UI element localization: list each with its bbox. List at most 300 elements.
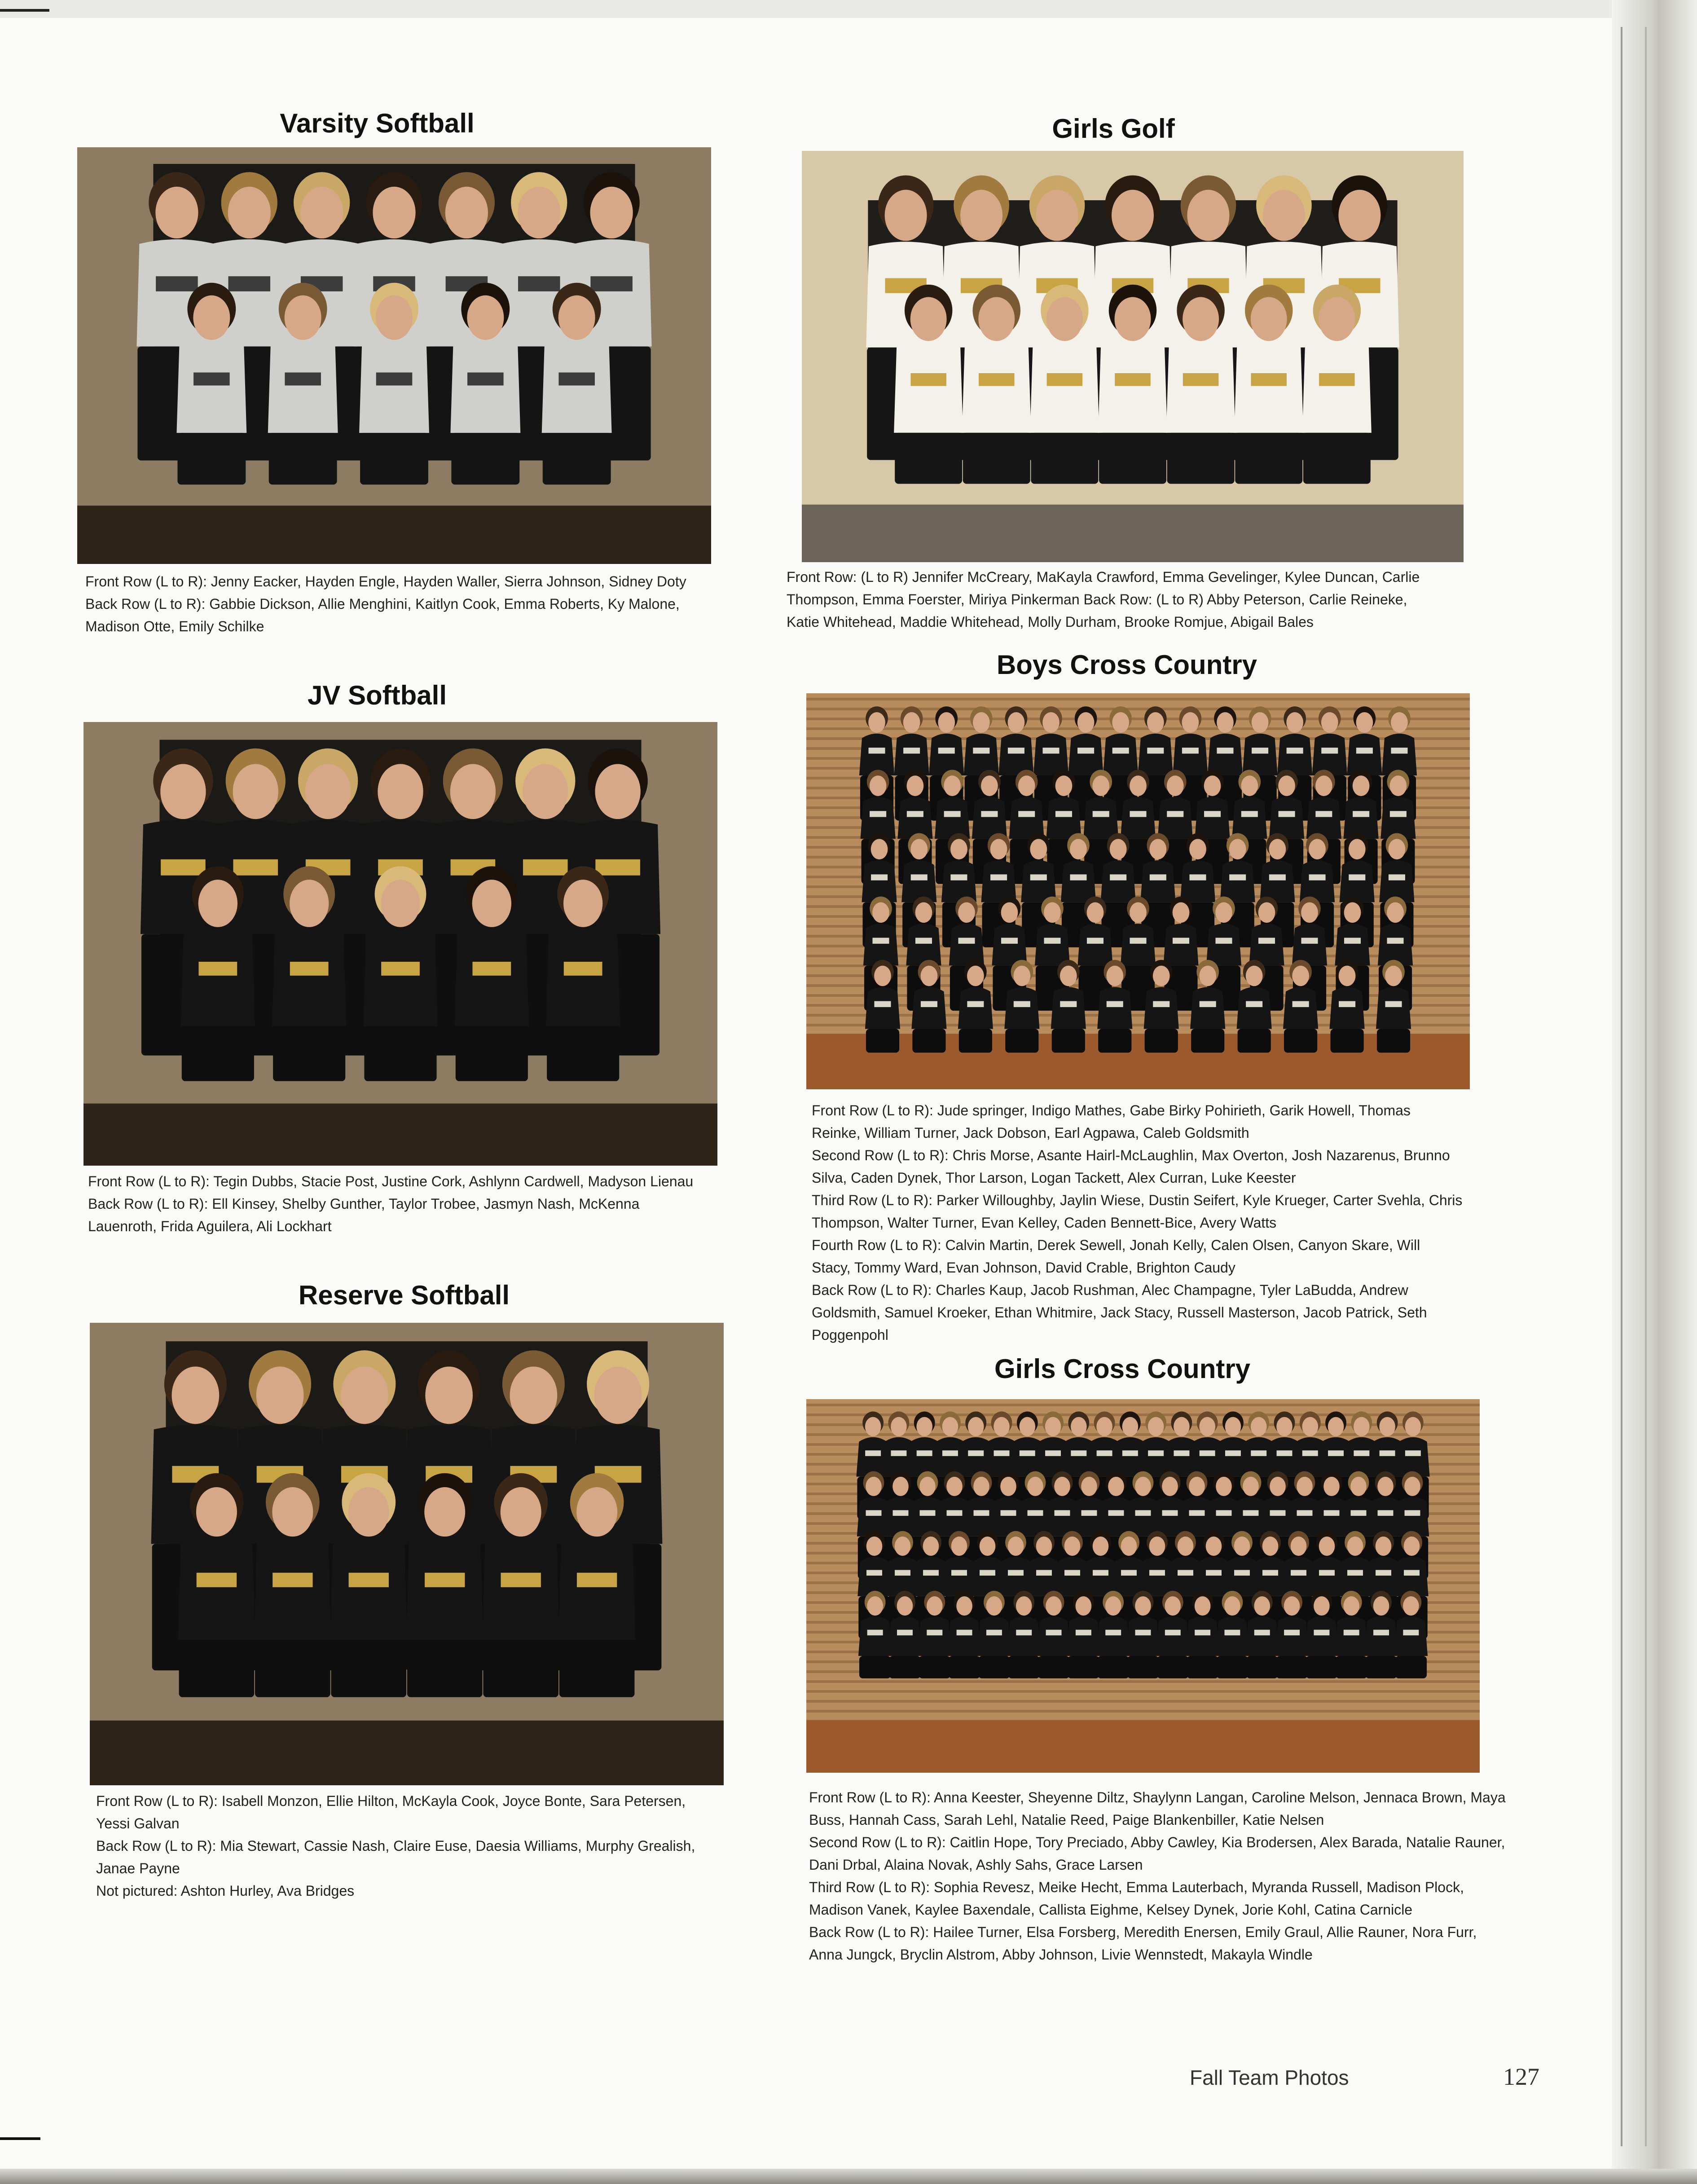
girls-cross-country-team-photo <box>806 1399 1480 1773</box>
person-face <box>1391 712 1408 733</box>
person-face <box>870 775 887 796</box>
person-legs <box>364 1026 436 1081</box>
person-jersey <box>1208 734 1243 775</box>
person-jersey <box>272 928 346 1026</box>
person-face <box>1269 839 1286 859</box>
person-jersey <box>542 341 612 433</box>
scan-bottom-edge <box>0 2169 1697 2184</box>
caption-row: Front Row (L to R): Isabell Monzon, Ellie Hilton, McKayla Cook, Joyce Bonte, Sara Petersen, Yessi Galvan <box>96 1793 686 1832</box>
person-jersey <box>1395 1557 1428 1596</box>
person-face <box>1243 1477 1259 1496</box>
person-face <box>445 187 488 238</box>
gutter-edge-line <box>1645 27 1647 2146</box>
jersey-lettering <box>228 276 270 291</box>
person-jersey <box>1338 1557 1372 1596</box>
boys-cross-country-team-photo <box>806 693 1470 1089</box>
jersey-lettering <box>1291 1570 1306 1576</box>
person-jersey <box>861 797 896 839</box>
person-legs <box>1099 433 1166 484</box>
person-face <box>1217 712 1234 733</box>
jersey-lettering <box>1389 874 1405 880</box>
person-jersey <box>1312 734 1347 775</box>
person-jersey <box>455 928 529 1026</box>
person-legs <box>1191 1029 1224 1052</box>
person-face <box>895 1537 911 1556</box>
person-face <box>501 1487 541 1537</box>
person-face <box>1149 1537 1165 1556</box>
jersey-lettering <box>895 1570 910 1576</box>
jersey-lettering <box>1060 1001 1077 1007</box>
jersey-lettering <box>1347 1570 1363 1576</box>
person-face <box>874 966 891 986</box>
jersey-lettering <box>1097 1450 1112 1456</box>
person-jersey <box>964 734 999 775</box>
jersey-lettering <box>1391 748 1407 753</box>
gutter-edge-line <box>1621 27 1622 2146</box>
person-face <box>903 712 920 733</box>
person-face <box>1178 1537 1194 1556</box>
person-legs <box>182 1026 254 1081</box>
jersey-lettering <box>1390 811 1407 817</box>
jersey-lettering <box>273 1573 312 1587</box>
person-jersey <box>1051 987 1086 1029</box>
person-face <box>1013 966 1030 986</box>
person-jersey <box>1007 1616 1041 1656</box>
jersey-lettering <box>979 373 1015 386</box>
gym-floor <box>90 1721 724 1785</box>
person-face <box>958 902 975 923</box>
caption-row: Back Row (L to R): Gabbie Dickson, Allie Menghini, Kaitlyn Cook, Emma Roberts, Ky Malone, Madison Otte, Emily Schilke <box>85 596 680 634</box>
person-face <box>1241 775 1258 796</box>
jersey-lettering <box>1001 938 1018 943</box>
person-legs <box>273 1026 345 1081</box>
person-face <box>1076 1596 1092 1616</box>
person-jersey <box>1195 797 1230 839</box>
person-face <box>910 839 928 859</box>
jersey-lettering <box>1262 1570 1278 1576</box>
person-jersey <box>1277 734 1312 775</box>
person-face <box>1262 1537 1279 1556</box>
person-jersey <box>981 860 1016 902</box>
jersey-lettering <box>1277 1450 1293 1456</box>
person-face <box>1319 1537 1335 1556</box>
person-jersey <box>1158 797 1193 839</box>
person-face <box>1081 1477 1097 1496</box>
person-jersey <box>1302 342 1372 432</box>
person-face <box>1027 1477 1043 1496</box>
person-jersey <box>1380 797 1416 839</box>
scan-edge-mark <box>0 2137 40 2140</box>
jersey-lettering <box>161 859 206 876</box>
jersey-lettering <box>1135 1630 1151 1636</box>
jersey-lettering <box>1016 1630 1032 1636</box>
jersey-lettering <box>1234 1570 1250 1576</box>
person-jersey <box>1335 1616 1368 1656</box>
jersey-lettering <box>986 1630 1002 1636</box>
jersey-lettering <box>1044 938 1060 943</box>
person-face <box>300 187 343 238</box>
person-legs <box>1246 1656 1278 1678</box>
caption-row: Front Row (L to R): Tegin Dubbs, Stacie Post, Justine Cork, Ashlynn Cardwell, Madyson Lienau <box>88 1173 694 1189</box>
person-jersey <box>918 1616 951 1656</box>
person-face <box>595 764 640 819</box>
person-jersey <box>482 1537 559 1640</box>
person-legs <box>978 1656 1010 1678</box>
jersey-lettering <box>957 1630 972 1636</box>
jersey-lettering <box>950 874 967 880</box>
jersey-lettering <box>1076 1630 1091 1636</box>
person-face <box>1376 1537 1392 1556</box>
person-face <box>196 1487 237 1537</box>
person-jersey <box>1396 1497 1429 1537</box>
jersey-lettering <box>501 1573 541 1587</box>
person-face <box>1135 1596 1151 1616</box>
footer-section-label: Fall Team Photos <box>1190 2066 1349 2089</box>
person-jersey <box>1367 1557 1400 1596</box>
bleacher-stripe <box>806 1710 1480 1713</box>
person-face <box>1301 902 1318 923</box>
person-jersey <box>929 734 964 775</box>
person-jersey <box>1068 734 1103 775</box>
person-jersey <box>1329 987 1364 1029</box>
person-jersey <box>911 987 946 1029</box>
person-jersey <box>1394 1616 1428 1656</box>
person-face <box>892 1477 909 1496</box>
jersey-lettering <box>1110 874 1126 880</box>
jersey-lettering <box>1315 811 1332 817</box>
jersey-lettering <box>577 1573 617 1587</box>
jersey-lettering <box>1319 373 1355 386</box>
person-face <box>885 190 927 241</box>
person-face <box>1343 1596 1359 1616</box>
person-face <box>968 1417 984 1436</box>
person-face <box>1254 1596 1270 1616</box>
jersey-lettering <box>1287 748 1303 753</box>
caption-row: Front Row (L to R): Jude springer, Indigo Mathes, Gabe Birky Pohirieth, Garik Howell, Thomas Reinke, William Turner, Jack Dobson, Earl Agpawa, Caleb Goldsmith <box>812 1102 1411 1141</box>
caption-row: Fourth Row (L to R): Calvin Martin, Derek Sewell, Jonah Kelly, Calen Olsen, Canyon Skare, Will Stacy, Tommy Ward, Evan Johnson, David Crable, Brighton Caudy <box>812 1237 1420 1276</box>
person-face <box>558 295 595 340</box>
section-title-girls-cross-country: Girls Cross Country <box>994 1354 1251 1384</box>
person-legs <box>1167 433 1235 484</box>
person-jersey <box>886 1557 919 1596</box>
gym-floor <box>84 1104 717 1166</box>
person-legs <box>1284 1029 1317 1052</box>
person-face <box>1106 966 1123 986</box>
jersey-lettering <box>1246 1001 1262 1007</box>
person-jersey <box>1103 734 1138 775</box>
jersey-lettering <box>1349 874 1365 880</box>
person-face <box>1270 1477 1286 1496</box>
jersey-lettering <box>1301 938 1318 943</box>
person-face <box>1315 775 1332 796</box>
photo-scene <box>84 722 717 1166</box>
jersey-lettering <box>1195 1630 1210 1636</box>
jersey-lettering <box>915 938 932 943</box>
person-face <box>272 1487 313 1537</box>
person-legs <box>269 433 337 484</box>
person-face <box>305 764 351 819</box>
reserve-softball-team-photo <box>90 1323 724 1785</box>
person-jersey <box>863 924 898 965</box>
jersey-lettering <box>1149 1570 1165 1576</box>
jersey-lettering <box>1189 874 1206 880</box>
jersey-lettering <box>1251 1450 1266 1456</box>
person-face <box>1286 712 1303 733</box>
person-jersey <box>1144 987 1179 1029</box>
person-face <box>897 1596 913 1616</box>
person-legs <box>177 433 246 484</box>
person-face <box>1046 297 1083 341</box>
jersey-lettering <box>1042 748 1059 753</box>
jersey-lettering <box>1351 1510 1367 1516</box>
person-face <box>942 1417 958 1436</box>
jersey-lettering <box>1380 1450 1395 1456</box>
jersey-lettering <box>921 1001 937 1007</box>
jersey-lettering <box>1354 1450 1369 1456</box>
jersey-lettering <box>1344 1630 1359 1636</box>
caption-row: Second Row (L to R): Chris Morse, Asante Hairl-McLaughlin, Max Overton, Josh Nazarenus, Brunno Silva, Caden Dynek, Thor Larson, Logan Tackett, Alex Curran, Luke Keester <box>812 1147 1450 1186</box>
bleacher-stripe <box>806 698 1470 700</box>
jersey-lettering <box>870 811 886 817</box>
jersey-lettering <box>1258 938 1275 943</box>
person-jersey <box>1055 1557 1089 1596</box>
person-legs <box>1306 1656 1337 1678</box>
person-face <box>916 1417 932 1436</box>
person-face <box>1045 1417 1061 1436</box>
person-jersey <box>363 928 437 1026</box>
jersey-lettering <box>1225 1450 1241 1456</box>
caption-row: Third Row (L to R): Sophia Revesz, Meike Hecht, Emma Lauterbach, Myranda Russell, Madison Plock, Madison Vanek, Kaylee Baxendale, Callista Eighme, Kelsey Dynek, Jorie Kohl, Catina Carnicle <box>809 1879 1464 1918</box>
jersey-lettering <box>1376 1570 1391 1576</box>
person-face <box>923 1537 939 1556</box>
person-face <box>1112 190 1154 241</box>
jersey-lettering <box>595 859 640 876</box>
person-face <box>290 880 329 927</box>
jersey-lettering <box>980 1570 995 1576</box>
person-jersey <box>1234 342 1303 432</box>
jersey-lettering <box>1224 1630 1240 1636</box>
caption-row: Front Row (L to R): Anna Keester, Sheyenne Diltz, Shaylynn Langan, Caroline Melson, Jennaca Brown, Maya Buss, Hannah Cass, Sarah Lehl, Natalie Reed, Paige Blankenbiller, Katie Nelsen <box>809 1789 1506 1828</box>
person-jersey <box>935 797 970 839</box>
jersey-lettering <box>1055 811 1072 817</box>
person-face <box>951 1537 967 1556</box>
person-face <box>1297 1477 1313 1496</box>
person-face <box>523 764 568 819</box>
jersey-lettering <box>1008 748 1024 753</box>
person-face <box>285 295 321 340</box>
person-jersey <box>1396 1437 1429 1477</box>
person-face <box>1148 1417 1164 1436</box>
bleacher-stripe <box>806 1680 1480 1683</box>
jersey-lettering <box>1178 1570 1193 1576</box>
person-jersey <box>406 1537 484 1640</box>
jersey-lettering <box>523 859 568 876</box>
person-face <box>1147 712 1164 733</box>
person-jersey <box>1310 1557 1343 1596</box>
person-face <box>872 902 889 923</box>
jersey-lettering <box>285 373 321 386</box>
person-face <box>1373 1596 1389 1616</box>
person-face <box>938 712 955 733</box>
person-face <box>1046 1596 1062 1616</box>
person-face <box>1353 775 1370 796</box>
section-title-jv-softball: JV Softball <box>307 680 447 710</box>
person-face <box>472 880 511 927</box>
person-face <box>1204 775 1221 796</box>
person-face <box>1001 902 1018 923</box>
caption-row: Third Row (L to R): Parker Willoughby, Jaylin Wiese, Dustin Seifert, Kyle Krueger, Carter Svehla, Chris Thompson, Walter Turner, Evan Kelley, Caden Bennett-Bice, Avery Watts <box>812 1192 1463 1231</box>
jersey-lettering <box>911 874 928 880</box>
person-jersey <box>894 342 963 432</box>
jersey-lettering <box>1020 1450 1035 1456</box>
person-jersey <box>176 341 246 433</box>
person-jersey <box>1232 797 1267 839</box>
bleacher-stripe <box>806 1024 1470 1026</box>
person-face <box>866 1477 882 1496</box>
person-face <box>1377 1477 1394 1496</box>
person-face <box>1183 297 1219 341</box>
person-face <box>950 839 967 859</box>
jersey-lettering <box>1018 811 1035 817</box>
jersey-lettering <box>990 874 1007 880</box>
person-face <box>1246 966 1263 986</box>
photo-content <box>77 147 711 564</box>
person-jersey <box>1197 1557 1230 1596</box>
jersey-lettering <box>903 748 920 753</box>
person-face <box>1087 902 1104 923</box>
person-jersey <box>858 1616 892 1656</box>
person-jersey <box>971 1557 1004 1596</box>
person-legs <box>1187 1656 1218 1678</box>
jersey-lettering <box>1028 1510 1043 1516</box>
section-title-varsity-softball: Varsity Softball <box>280 108 475 138</box>
person-legs <box>407 1640 483 1697</box>
jersey-lettering <box>1293 1001 1309 1007</box>
person-face <box>1199 1417 1215 1436</box>
person-jersey <box>1379 860 1414 902</box>
jersey-lettering <box>1385 1001 1402 1007</box>
person-jersey <box>1046 797 1081 839</box>
person-jersey <box>1096 1616 1130 1656</box>
person-jersey <box>1067 1616 1100 1656</box>
person-face <box>1302 1417 1318 1436</box>
jersey-lettering <box>1087 938 1103 943</box>
person-face <box>1115 297 1151 341</box>
jersey-lettering <box>944 811 961 817</box>
person-face <box>1008 1537 1024 1556</box>
jersey-lettering <box>1405 1450 1421 1456</box>
person-face <box>1385 966 1402 986</box>
jersey-lettering <box>1241 811 1258 817</box>
person-jersey <box>181 928 255 1026</box>
person-face <box>563 880 602 927</box>
person-face <box>1291 1537 1307 1556</box>
person-face <box>956 1596 972 1616</box>
person-jersey <box>1237 987 1272 1029</box>
jersey-lettering <box>1173 938 1189 943</box>
jersey-lettering <box>958 938 975 943</box>
person-face <box>1153 966 1170 986</box>
person-legs <box>1276 1656 1307 1678</box>
jersey-lettering <box>518 276 560 291</box>
jersey-lettering <box>1122 1450 1138 1456</box>
person-face <box>594 1366 642 1424</box>
jersey-lettering <box>1319 1570 1335 1576</box>
person-face <box>1187 190 1229 241</box>
jersey-lettering <box>973 748 989 753</box>
person-jersey <box>862 860 897 902</box>
person-face <box>1077 712 1095 733</box>
jersey-lettering <box>1147 748 1164 753</box>
person-legs <box>1031 433 1098 484</box>
person-jersey <box>992 924 1027 965</box>
person-face <box>865 1417 881 1436</box>
person-face <box>1121 1537 1137 1556</box>
person-face <box>891 1417 907 1436</box>
person-face <box>424 1487 465 1537</box>
jersey-lettering <box>1093 1570 1108 1576</box>
jersey-lettering <box>1189 1510 1205 1516</box>
photo-scene <box>802 151 1464 562</box>
jersey-lettering <box>349 1573 389 1587</box>
person-face <box>1019 1417 1035 1436</box>
person-jersey <box>1173 734 1208 775</box>
jersey-lettering <box>938 748 955 753</box>
person-jersey <box>1245 1616 1279 1656</box>
jersey-lettering <box>872 938 889 943</box>
jersey-lettering <box>1183 373 1219 386</box>
person-jersey <box>948 1616 981 1656</box>
jersey-lettering <box>974 1510 989 1516</box>
section-title-girls-golf: Girls Golf <box>1052 114 1175 144</box>
person-face <box>1055 775 1073 796</box>
jersey-lettering <box>865 1450 881 1456</box>
person-face <box>978 297 1015 341</box>
jersey-lettering <box>1130 938 1146 943</box>
bleacher-stripe <box>806 1690 1480 1693</box>
photo-scene <box>806 1399 1480 1773</box>
person-face <box>1404 1537 1420 1556</box>
person-jersey <box>1243 734 1278 775</box>
jersey-lettering <box>910 373 946 386</box>
jersey-lettering <box>1404 1570 1420 1576</box>
bleacher-stripe <box>806 1433 1480 1436</box>
jersey-lettering <box>1153 1001 1169 1007</box>
person-face <box>1110 839 1127 859</box>
caption-row: Front Row: (L to R) Jennifer McCreary, MaKayla Crawford, Emma Gevelinger, Kylee Duncan, Carlie Thompson, Emma Foerster, Miriya Pinkerman Back Row: (L to R) Abby Peterson, Carlie Reineke, Katie Whitehead, Maddie Whitehead, Molly Durham, Brooke Romjue, Abigail Bales <box>787 569 1420 630</box>
caption-row: Back Row (L to R): Ell Kinsey, Shelby Gunther, Taylor Trobee, Jasmyn Nash, McKenna Lauenroth, Frida Aguilera, Ali Lockhart <box>88 1196 640 1234</box>
jersey-lettering <box>1105 1630 1121 1636</box>
person-jersey <box>1030 342 1099 432</box>
person-face <box>1278 775 1295 796</box>
person-face <box>1323 1477 1340 1496</box>
person-legs <box>1098 1029 1131 1052</box>
person-face <box>1036 190 1078 241</box>
person-face <box>1042 712 1060 733</box>
jersey-lettering <box>866 1570 882 1576</box>
person-jersey <box>1347 734 1382 775</box>
jersey-lettering <box>968 1450 984 1456</box>
person-face <box>1135 1477 1151 1496</box>
person-face <box>378 764 423 819</box>
bleacher-stripe <box>806 1700 1480 1703</box>
person-legs <box>949 1656 980 1678</box>
person-jersey <box>1253 1557 1287 1596</box>
person-jersey <box>1035 924 1070 965</box>
jersey-lettering <box>1130 811 1146 817</box>
jersey-lettering <box>869 748 885 753</box>
jersey-lettering <box>1046 1630 1062 1636</box>
